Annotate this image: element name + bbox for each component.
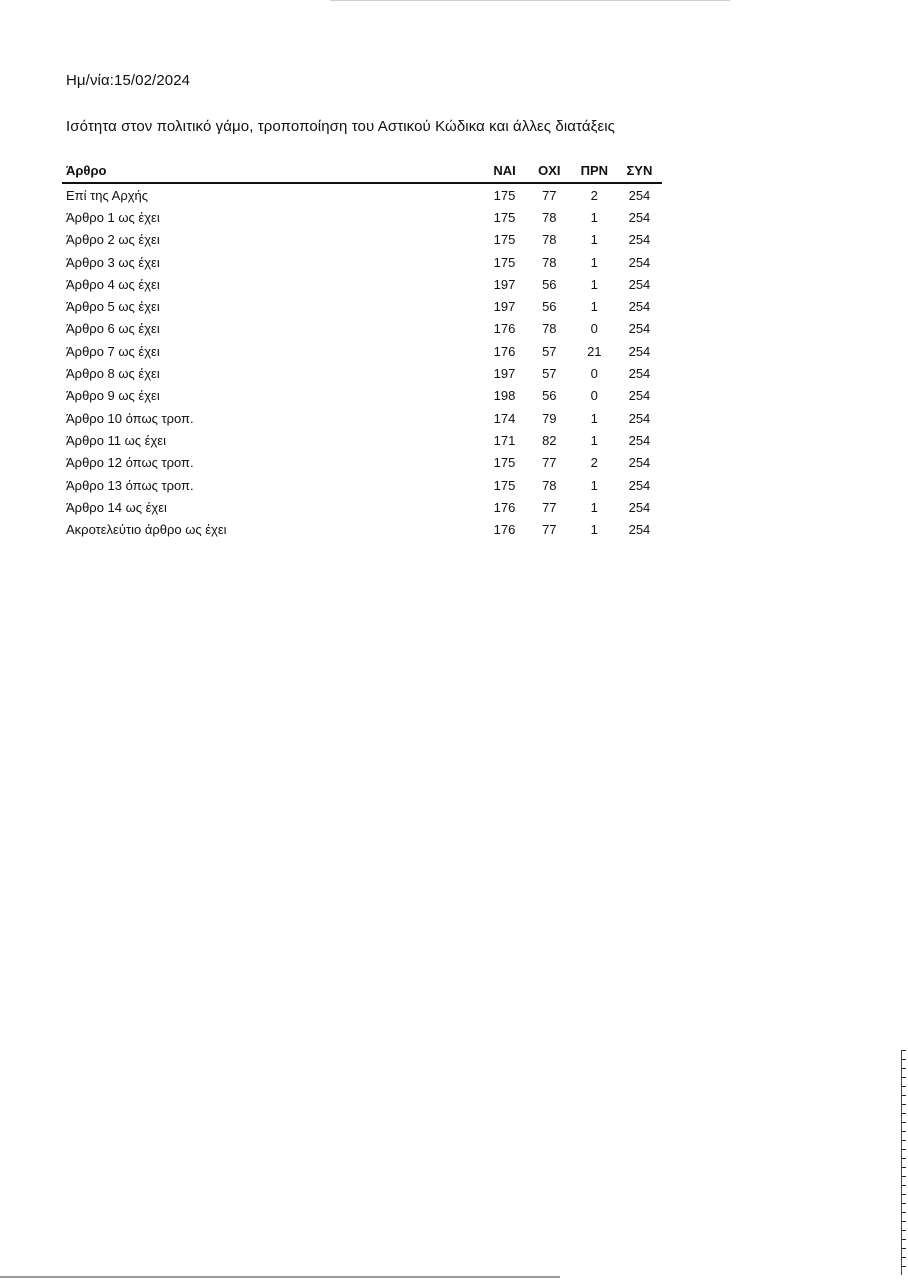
cell-no: 77 xyxy=(542,187,557,203)
cell-yes: 175 xyxy=(493,187,516,203)
vote-results-table xyxy=(62,158,662,541)
cell-present: 0 xyxy=(590,321,598,337)
cell-article: Άρθρο 14 ως έχει xyxy=(66,499,167,515)
cell-present: 0 xyxy=(590,366,598,382)
cell-article: Άρθρο 1 ως έχει xyxy=(66,209,160,225)
cell-article: Άρθρο 6 ως έχει xyxy=(66,321,160,337)
cell-no: 57 xyxy=(542,366,557,382)
cell-yes: 176 xyxy=(493,321,516,337)
cell-no: 78 xyxy=(542,477,557,493)
cell-present: 2 xyxy=(590,187,598,203)
cell-total: 254 xyxy=(628,299,651,315)
scan-edge-top xyxy=(330,0,730,1)
cell-present: 2 xyxy=(590,455,598,471)
cell-article: Άρθρο 10 όπως τροπ. xyxy=(66,410,194,426)
table-row xyxy=(62,429,662,451)
table-row xyxy=(62,452,662,474)
cell-yes: 176 xyxy=(493,522,516,538)
cell-yes: 175 xyxy=(493,477,516,493)
cell-total: 254 xyxy=(628,276,651,292)
cell-yes: 198 xyxy=(493,388,516,404)
document-subject: Ισότητα στον πολιτικό γάμο, τροποποίηση του Αστικού Κώδικα και άλλες διατάξεις xyxy=(66,118,616,135)
table-row xyxy=(62,407,662,429)
cell-present: 1 xyxy=(590,299,598,315)
table-row xyxy=(62,183,662,206)
cell-present: 1 xyxy=(590,432,598,448)
cell-total: 254 xyxy=(628,432,651,448)
cell-article: Άρθρο 4 ως έχει xyxy=(66,276,160,292)
cell-yes: 175 xyxy=(493,455,516,471)
cell-no: 56 xyxy=(542,388,557,404)
table-row xyxy=(62,229,662,251)
cell-total: 254 xyxy=(628,187,651,203)
cell-article: Άρθρο 2 ως έχει xyxy=(66,232,160,248)
scan-edge-right xyxy=(901,1050,906,1275)
cell-total: 254 xyxy=(628,410,651,426)
cell-no: 78 xyxy=(542,232,557,248)
cell-yes: 174 xyxy=(493,410,516,426)
cell-total: 254 xyxy=(628,232,651,248)
table-header-row xyxy=(62,158,662,183)
cell-total: 254 xyxy=(628,343,651,359)
cell-no: 56 xyxy=(542,299,557,315)
cell-present: 1 xyxy=(590,209,598,225)
table-row xyxy=(62,295,662,317)
table-row xyxy=(62,251,662,273)
cell-total: 254 xyxy=(628,388,651,404)
cell-total: 254 xyxy=(628,254,651,270)
cell-yes: 171 xyxy=(493,432,516,448)
cell-no: 77 xyxy=(542,522,557,538)
cell-present: 1 xyxy=(590,477,598,493)
header-present: ΠΡΝ xyxy=(572,158,617,183)
table-row xyxy=(62,474,662,496)
table-row xyxy=(62,273,662,295)
cell-present: 1 xyxy=(590,499,598,515)
cell-article: Άρθρο 5 ως έχει xyxy=(66,299,160,315)
header-total: ΣΥΝ xyxy=(617,158,662,183)
cell-present: 1 xyxy=(590,254,598,270)
table-row xyxy=(62,518,662,540)
table-row xyxy=(62,496,662,518)
cell-article: Άρθρο 11 ως έχει xyxy=(66,432,166,448)
cell-no: 57 xyxy=(542,343,557,359)
cell-no: 56 xyxy=(542,276,557,292)
cell-article: Άρθρο 8 ως έχει xyxy=(66,366,160,382)
cell-yes: 175 xyxy=(493,209,516,225)
cell-present: 1 xyxy=(590,232,598,248)
cell-no: 82 xyxy=(542,432,557,448)
cell-no: 78 xyxy=(542,209,557,225)
table-header xyxy=(62,158,662,183)
document-date: Ημ/νία:15/02/2024 xyxy=(66,72,191,89)
header-article: Άρθρο xyxy=(62,158,482,183)
cell-article: Άρθρο 9 ως έχει xyxy=(66,388,160,404)
cell-present: 1 xyxy=(590,410,598,426)
cell-present: 1 xyxy=(590,276,598,292)
header-no: ΟΧΙ xyxy=(527,158,572,183)
cell-yes: 197 xyxy=(493,276,516,292)
cell-total: 254 xyxy=(628,455,651,471)
table-row xyxy=(62,318,662,340)
cell-yes: 176 xyxy=(493,343,516,359)
cell-article: Ακροτελεύτιο άρθρο ως έχει xyxy=(66,522,227,538)
cell-article: Άρθρο 12 όπως τροπ. xyxy=(66,455,194,471)
table-body xyxy=(62,183,662,541)
cell-no: 78 xyxy=(542,254,557,270)
cell-no: 78 xyxy=(542,321,557,337)
cell-yes: 197 xyxy=(493,299,516,315)
cell-article: Άρθρο 13 όπως τροπ. xyxy=(66,477,194,493)
scan-edge-bottom xyxy=(0,1276,560,1278)
table-row xyxy=(62,385,662,407)
cell-article: Άρθρο 7 ως έχει xyxy=(66,343,160,359)
cell-no: 77 xyxy=(542,455,557,471)
cell-yes: 175 xyxy=(493,232,516,248)
table-row xyxy=(62,340,662,362)
cell-no: 77 xyxy=(542,499,557,515)
cell-total: 254 xyxy=(628,499,651,515)
cell-yes: 176 xyxy=(493,499,516,515)
cell-total: 254 xyxy=(628,522,651,538)
cell-present: 21 xyxy=(587,343,602,359)
cell-article: Επί της Αρχής xyxy=(66,187,149,203)
table-row xyxy=(62,206,662,228)
header-yes: ΝΑΙ xyxy=(482,158,527,183)
cell-yes: 175 xyxy=(493,254,516,270)
cell-article: Άρθρο 3 ως έχει xyxy=(66,254,160,270)
cell-total: 254 xyxy=(628,366,651,382)
cell-total: 254 xyxy=(628,321,651,337)
table-row xyxy=(62,362,662,384)
cell-total: 254 xyxy=(628,477,651,493)
cell-total: 254 xyxy=(628,209,651,225)
cell-present: 1 xyxy=(590,522,598,538)
cell-present: 0 xyxy=(590,388,598,404)
cell-yes: 197 xyxy=(493,366,516,382)
cell-no: 79 xyxy=(542,410,557,426)
